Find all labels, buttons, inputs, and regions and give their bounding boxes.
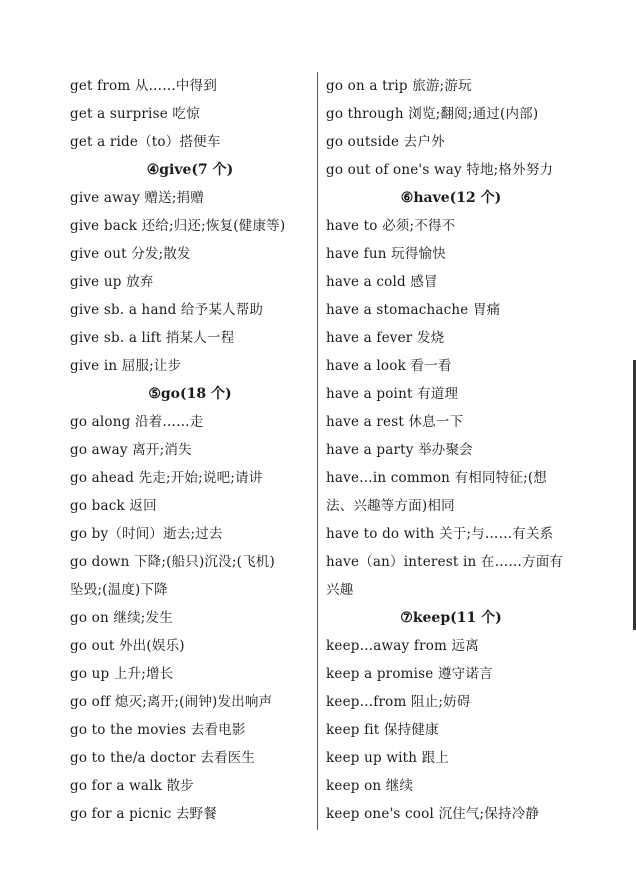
phrase-entry: have a point 有道理 <box>326 386 459 402</box>
phrase-entry: keep a promise 遵守诺言 <box>326 666 493 682</box>
phrase-entry: give in 屈服;让步 <box>70 358 182 374</box>
section-heading: ⑦keep(11 个) <box>400 610 502 626</box>
phrase-entry: go out 外出(娱乐) <box>70 638 185 654</box>
phrase-entry: have a fever 发烧 <box>326 330 445 346</box>
right-column <box>326 72 576 828</box>
phrase-entry: go outside 去户外 <box>326 134 445 150</box>
phrase-entry: have a party 举办聚会 <box>326 442 473 458</box>
phrase-entry: go down 下降;(船只)沉没;(飞机) <box>70 554 275 570</box>
phrase-entry: go on 继续;发生 <box>70 610 173 626</box>
phrase-entry: have a cold 感冒 <box>326 274 438 290</box>
phrase-entry: keep fit 保持健康 <box>326 722 439 738</box>
phrase-entry: go to the movies 去看电影 <box>70 722 246 738</box>
phrase-entry: have a stomachache 胃痛 <box>326 302 501 318</box>
phrase-entry: go away 离开;消失 <box>70 442 192 458</box>
phrase-entry: 坠毁;(温度)下降 <box>70 582 168 598</box>
phrase-entry: keep on 继续 <box>326 778 414 794</box>
phrase-entry: go off 熄灭;离开;(闹钟)发出响声 <box>70 694 273 710</box>
phrase-entry: 兴趣 <box>326 582 354 598</box>
phrase-entry: have fun 玩得愉快 <box>326 246 446 262</box>
phrase-entry: get a ride（to）搭便车 <box>70 134 221 150</box>
phrase-entry: keep…from 阻止;妨碍 <box>326 694 471 710</box>
phrase-entry: go back 返回 <box>70 498 157 514</box>
phrase-entry: 法、兴趣等方面)相同 <box>326 498 455 514</box>
phrase-entry: give sb. a hand 给予某人帮助 <box>70 302 264 318</box>
phrase-entry: give sb. a lift 捎某人一程 <box>70 330 235 346</box>
phrase-entry: have…in common 有相同特征;(想 <box>326 470 547 486</box>
section-heading: ④give(7 个) <box>146 162 234 178</box>
phrase-entry: get a surprise 吃惊 <box>70 106 200 122</box>
left-column <box>70 72 310 828</box>
phrase-entry: keep…away from 远离 <box>326 638 479 654</box>
phrase-entry: go along 沿着……走 <box>70 414 204 430</box>
phrase-entry: go through 浏览;翻阅;通过(内部) <box>326 106 539 122</box>
column-divider <box>317 72 318 830</box>
phrase-entry: get from 从……中得到 <box>70 78 218 94</box>
phrase-entry: keep up with 跟上 <box>326 750 450 766</box>
phrase-entry: go for a picnic 去野餐 <box>70 806 217 822</box>
phrase-entry: have to do with 关于;与……有关系 <box>326 526 554 542</box>
phrase-entry: have a look 看一看 <box>326 358 452 374</box>
phrase-entry: give out 分发;散发 <box>70 246 191 262</box>
phrase-entry: keep one's cool 沉住气;保持冷静 <box>326 806 540 822</box>
phrase-entry: have（an）interest in 在……方面有 <box>326 554 564 570</box>
phrase-entry: give back 还给;归还;恢复(健康等) <box>70 218 286 234</box>
section-heading: ⑤go(18 个) <box>148 386 232 402</box>
phrase-entry: go by（时间）逝去;过去 <box>70 526 223 542</box>
phrase-entry: go ahead 先走;开始;说吧;请讲 <box>70 470 263 486</box>
phrase-entry: give away 赠送;捐赠 <box>70 190 204 206</box>
phrase-entry: give up 放弃 <box>70 274 154 290</box>
phrase-entry: go on a trip 旅游;游玩 <box>326 78 472 94</box>
phrase-entry: have to 必须;不得不 <box>326 218 456 234</box>
phrase-entry: go up 上升;增长 <box>70 666 174 682</box>
phrase-entry: go for a walk 散步 <box>70 778 194 794</box>
section-heading: ⑥have(12 个) <box>400 190 502 206</box>
phrase-entry: have a rest 休息一下 <box>326 414 464 430</box>
phrase-entry: go to the/a doctor 去看医生 <box>70 750 256 766</box>
phrase-entry: go out of one's way 特地;格外努力 <box>326 162 554 178</box>
